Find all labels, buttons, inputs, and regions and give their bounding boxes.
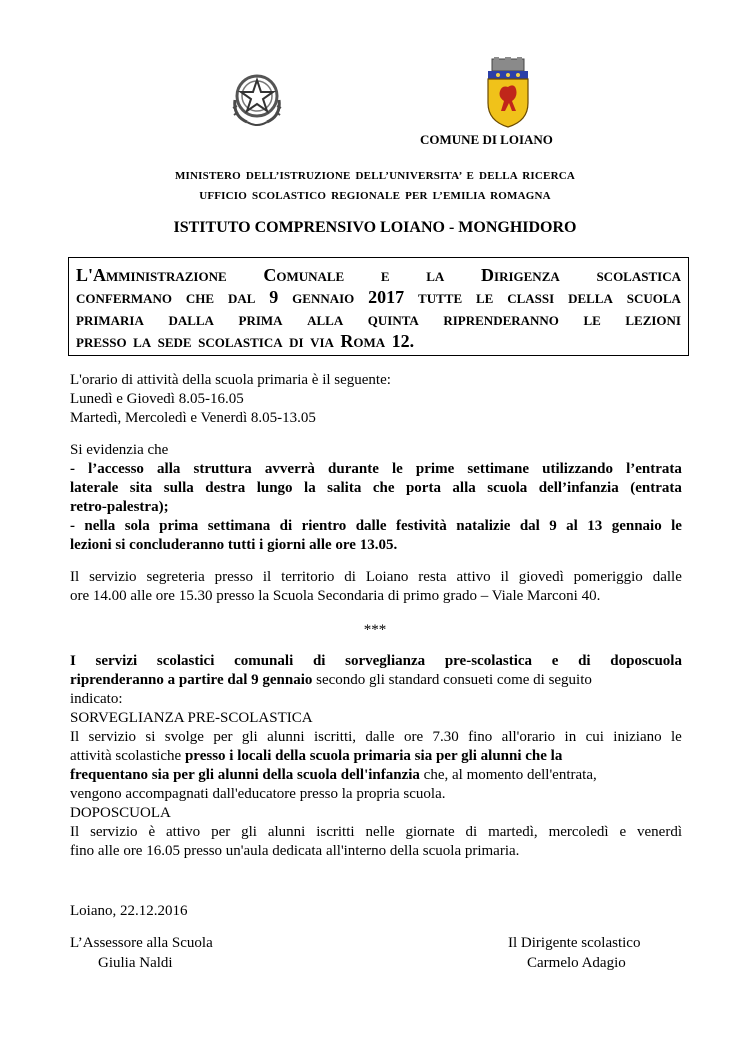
notes-intro: Si evidenzia che [70,442,169,458]
pre-scolastica-line [70,747,682,766]
announcement-box [68,257,689,356]
section-separator: *** [363,622,387,638]
dirigente-name: Carmelo Adagio [527,955,626,971]
segreteria-line: ore 14.00 alle ore 15.30 presso la Scuola Secondaria di primo grado – Viale Marconi 40. [70,588,601,604]
servizi-text: secondo gli standard consueti come di seguito [312,672,592,688]
pre-scolastica-title: SORVEGLIANZA PRE-SCOLASTICA [70,710,313,726]
pre-scolastica-line: Il servizio si svolge per gli alunni iscritti, dalle ore 7.30 fino all'orario in cui iniziano le [70,729,682,745]
announcement-line: confermano che dal 9 gennaio 2017 tutte le classi della scuola [76,287,681,307]
assessore-name: Giulia Naldi [98,955,173,971]
note-line: laterale sita sulla destra lungo la salita che porta alla scuola dell’infanzia (entrata [70,480,682,496]
pre-bold: presso i locali della scuola primaria sia per gli alunni che la [184,748,563,764]
servizi-line: I servizi scolastici comunali di sorveglianza pre-scolastica e di doposcuola [70,653,682,669]
announcement-line: L'Amministrazione Comunale e la Dirigenza scolastica [76,265,681,285]
servizi-bold: riprenderanno a partire dal 9 gennaio [70,672,313,688]
schedule-row: Lunedì e Giovedì 8.05-16.05 [70,391,244,407]
assessore-role: L’Assessore alla Scuola [70,935,213,951]
schedule-row: Martedì, Mercoledì e Venerdì 8.05-13.05 [70,410,316,426]
loiano-coat-of-arms-icon [478,57,538,129]
doposcuola-title: DOPOSCUOLA [70,805,171,821]
document-date: Loiano, 22.12.2016 [70,903,188,919]
segreteria-line: Il servizio segreteria presso il territorio di Loiano resta attivo il giovedì pomeriggio dalle [70,569,682,585]
doposcuola-line: fino alle ore 16.05 presso un'aula dedicata all'interno della scuola primaria. [70,843,520,859]
servizi-line [70,671,682,690]
schedule-intro: L'orario di attività della scuola primaria è il seguente: [70,372,391,388]
comune-title: COMUNE DI LOIANO [420,132,553,147]
ufficio-heading: UFFICIO SCOLASTICO REGIONALE PER L’EMILIA ROMAGNA [199,190,551,202]
pre-scolastica-line: vengono accompagnati dall'educatore presso la propria scuola. [70,786,446,802]
servizi-line: indicato: [70,691,123,707]
note-line: lezioni si concluderanno tutti i giorni alle ore 13.05. [70,537,398,553]
pre-text: attività scolastiche [70,748,185,764]
doposcuola-line: Il servizio è attivo per gli alunni iscritti nelle giornate di martedì, mercoledì e venerdì [70,824,682,840]
announcement-line: presso la sede scolastica di via Roma 12. [76,331,415,351]
pre-text: che, al momento dell'entrata, [419,767,597,783]
announcement-line: primaria dalla prima alla quinta riprenderanno le lezioni [76,309,681,329]
note-line: - l’accesso alla struttura avverrà durante le prime settimane utilizzando l’entrata [70,461,682,477]
dirigente-role: Il Dirigente scolastico [508,935,641,951]
istituto-heading: ISTITUTO COMPRENSIVO LOIANO - MONGHIDORO [173,219,577,236]
italian-republic-emblem-icon [225,66,289,130]
ministero-heading: MINISTERO DELL’ISTRUZIONE DELL’UNIVERSITA’ E DELLA RICERCA [174,170,576,182]
note-line: - nella sola prima settimana di rientro dalle festività natalizie dal 9 al 13 gennaio le [70,518,682,534]
pre-scolastica-line [70,766,682,785]
note-line: retro-palestra); [70,499,169,515]
pre-bold: frequentano sia per gli alunni della scuola dell'infanzia [70,767,420,783]
